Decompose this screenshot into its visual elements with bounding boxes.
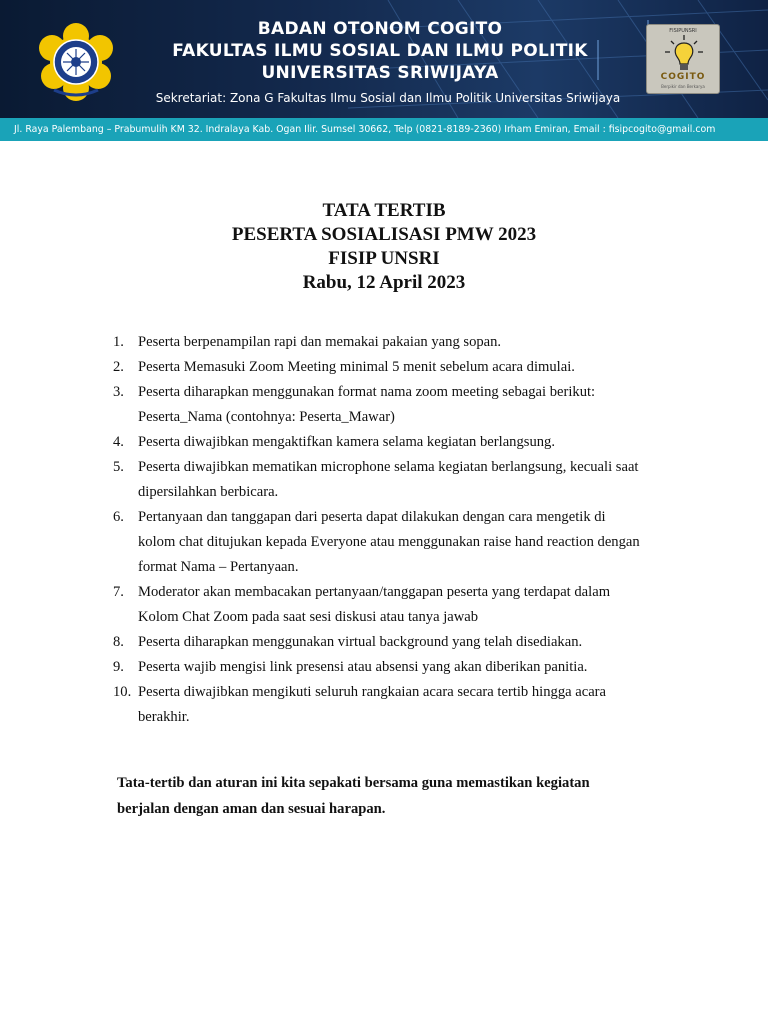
list-item-text: kolom chat ditujukan kepada Everyone atau menggunakan raise hand reaction dengan — [138, 534, 640, 550]
cogito-tagline: Berpikir dan Berkarya — [661, 84, 705, 89]
list-item-text: Peserta_Nama (contohnya: Peserta_Mawar) — [138, 409, 395, 425]
cogito-wordmark: COGITO — [660, 72, 706, 82]
list-item — [113, 630, 673, 655]
subtitle-line: PESERTA SOSIALISASI PMW 2023 — [231, 224, 537, 245]
document-title — [0, 199, 768, 295]
sriwijaya-university-seal-icon — [36, 22, 116, 102]
closing-statement — [117, 770, 657, 822]
list-item-text: Peserta diwajibkan mematikan microphone selama kegiatan berlangsung, kecuali saat — [138, 459, 639, 475]
list-item-number: 8. — [113, 634, 124, 650]
secretariat-text: Sekretariat: Zona G Fakultas Ilmu Sosial dan Ilmu Politik Universitas Sriwijaya — [155, 91, 621, 105]
list-item-number: 10. — [113, 684, 132, 700]
title-line: TATA TERTIB — [322, 200, 446, 221]
list-item — [113, 430, 673, 455]
list-item-text: Peserta wajib mengisi link presensi atau absensi yang akan diberikan panitia. — [138, 659, 588, 675]
list-item — [113, 680, 673, 730]
university-name: UNIVERSITAS SRIWIJAYA — [261, 63, 499, 83]
list-item-number: 9. — [113, 659, 124, 675]
cogito-top-label: FISIPUNSRI — [669, 28, 697, 34]
list-item-number: 2. — [113, 359, 124, 375]
closing-line: berjalan dengan aman dan sesuai harapan. — [117, 801, 386, 817]
list-item — [113, 580, 673, 630]
list-item-number: 3. — [113, 384, 124, 400]
list-item-text: Kolom Chat Zoom pada saat sesi diskusi atau tanya jawab — [138, 609, 479, 625]
rules-list — [113, 330, 673, 730]
cogito-logo — [646, 24, 720, 94]
list-item-text: format Nama – Pertanyaan. — [138, 559, 299, 575]
list-item-text: Moderator akan membacakan pertanyaan/tanggapan peserta yang terdapat dalam — [138, 584, 611, 600]
list-item-number: 1. — [113, 334, 124, 350]
faculty-name: FAKULTAS ILMU SOSIAL DAN ILMU POLITIK — [172, 41, 588, 61]
date-line: Rabu, 12 April 2023 — [302, 272, 466, 293]
list-item-text: Peserta berpenampilan rapi dan memakai pakaian yang sopan. — [138, 334, 502, 350]
list-item-number: 4. — [113, 434, 124, 450]
list-item-number: 7. — [113, 584, 124, 600]
list-item-text: Peserta diwajibkan mengikuti seluruh rangkaian acara secara tertib hingga acara — [138, 684, 607, 700]
list-item-text: dipersilahkan berbicara. — [138, 484, 279, 500]
list-item — [113, 380, 673, 430]
closing-line: Tata-tertib dan aturan ini kita sepakati bersama guna memastikan kegiatan — [117, 775, 590, 791]
list-item-text: berakhir. — [138, 709, 190, 725]
letterhead-banner — [0, 0, 768, 118]
list-item-text: Peserta diwajibkan mengaktifkan kamera selama kegiatan berlangsung. — [138, 434, 555, 450]
institution-line: FISIP UNSRI — [328, 248, 440, 269]
list-item-number: 5. — [113, 459, 124, 475]
list-item — [113, 355, 673, 380]
list-item — [113, 655, 673, 680]
list-item-text: Peserta diharapkan menggunakan format nama zoom meeting sebagai berikut: — [138, 384, 596, 400]
organization-titles — [140, 18, 620, 84]
lightbulb-icon — [647, 33, 721, 73]
list-item-text: Peserta Memasuki Zoom Meeting minimal 5 menit sebelum acara dimulai. — [138, 359, 575, 375]
address-bar: Jl. Raya Palembang – Prabumulih KM 32. Indralaya Kab. Ogan Ilir. Sumsel 30662, Telp (0821-8189-2360) Irham Emiran, Email : fisipcogito@gmail.com — [0, 118, 768, 141]
org-name: BADAN OTONOM COGITO — [257, 19, 503, 39]
list-item — [113, 505, 673, 580]
list-item — [113, 330, 673, 355]
list-item-text: Peserta diharapkan menggunakan virtual background yang telah disediakan. — [138, 634, 583, 650]
list-item-number: 6. — [113, 509, 124, 525]
list-item-text: Pertanyaan dan tanggapan dari peserta dapat dilakukan dengan cara mengetik di — [138, 509, 606, 525]
list-item — [113, 455, 673, 505]
